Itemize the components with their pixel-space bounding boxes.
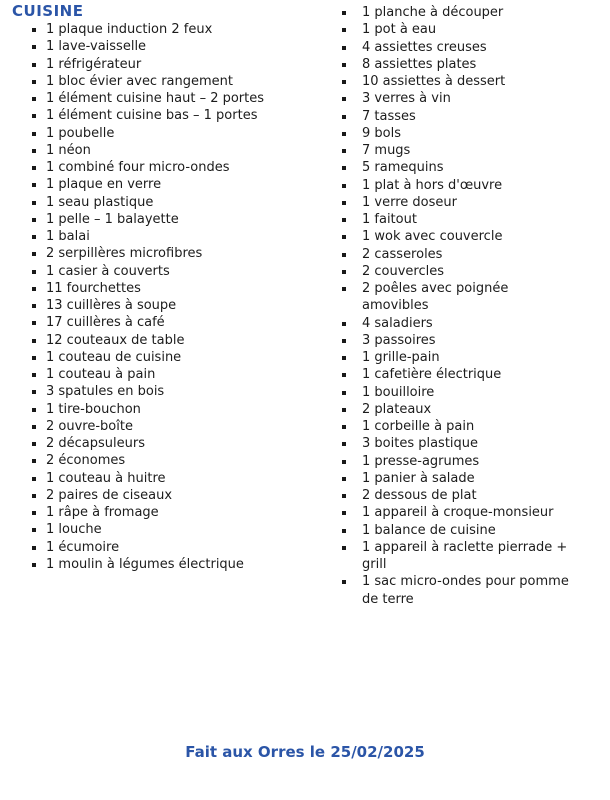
item-text: 2 ouvre-boîte bbox=[46, 418, 133, 434]
bullet-icon bbox=[342, 149, 346, 153]
list-item bbox=[32, 383, 308, 400]
bullet-icon bbox=[32, 459, 36, 463]
footer-date: Fait aux Orres le 25/02/2025 bbox=[185, 743, 425, 761]
item-text: 1 panier à salade bbox=[362, 470, 475, 486]
list-item bbox=[342, 384, 570, 401]
bullet-icon bbox=[342, 201, 346, 205]
item-text: 3 verres à vin bbox=[362, 91, 451, 107]
bullet-icon bbox=[342, 339, 346, 343]
bullet-icon bbox=[32, 252, 36, 256]
bullet-icon bbox=[342, 425, 346, 429]
list-item bbox=[342, 470, 570, 487]
list-item bbox=[342, 21, 570, 38]
item-text: 1 bloc évier avec rangement bbox=[46, 73, 234, 89]
list-item bbox=[32, 125, 308, 142]
bullet-icon bbox=[32, 339, 36, 343]
list-item bbox=[342, 194, 570, 211]
list-item bbox=[32, 107, 308, 124]
item-text: 1 néon bbox=[46, 142, 91, 158]
item-text: 7 mugs bbox=[362, 143, 411, 158]
list-item bbox=[32, 38, 308, 55]
item-text: 1 plaque induction 2 feux bbox=[46, 22, 213, 37]
list-item bbox=[342, 522, 570, 539]
bullet-icon bbox=[32, 321, 36, 325]
list-item bbox=[342, 211, 570, 228]
list-item bbox=[32, 176, 308, 193]
bullet-icon bbox=[32, 80, 36, 84]
item-text: 1 moulin à légumes électrique bbox=[46, 556, 244, 572]
list-item bbox=[32, 142, 308, 159]
bullet-icon bbox=[342, 511, 346, 515]
bullet-icon bbox=[342, 184, 346, 188]
list-item bbox=[32, 366, 308, 383]
item-text: 1 lave-vaisselle bbox=[46, 39, 147, 55]
list-item bbox=[32, 159, 308, 176]
item-text: 1 balance de cuisine bbox=[362, 522, 496, 538]
bullet-icon bbox=[342, 408, 346, 412]
list-item bbox=[342, 453, 570, 470]
bullet-icon bbox=[32, 528, 36, 532]
bullet-icon bbox=[32, 201, 36, 205]
bullet-icon bbox=[342, 80, 346, 84]
list-item bbox=[32, 297, 308, 314]
list-item bbox=[32, 435, 308, 452]
page-title: CUISINE bbox=[12, 2, 84, 20]
list-item bbox=[342, 246, 570, 263]
list-item bbox=[32, 349, 308, 366]
list-item bbox=[32, 314, 308, 331]
list-item bbox=[32, 211, 308, 228]
bullet-icon bbox=[32, 511, 36, 515]
bullet-icon bbox=[342, 391, 346, 395]
bullet-icon bbox=[32, 235, 36, 239]
item-text: 17 cuillères à café bbox=[46, 315, 165, 331]
list-item bbox=[32, 470, 308, 487]
list-item bbox=[32, 539, 308, 556]
list-item bbox=[32, 21, 308, 38]
list-item bbox=[342, 142, 570, 159]
item-text: 1 couteau à pain bbox=[46, 367, 156, 382]
list-item bbox=[342, 159, 570, 176]
item-text: 2 serpillères microfibres bbox=[46, 246, 203, 262]
list-item bbox=[342, 487, 570, 504]
list-item bbox=[32, 418, 308, 435]
item-text: 1 réfrigérateur bbox=[46, 56, 142, 72]
item-text: 1 sac micro-ondes pour pomme de terre bbox=[362, 574, 569, 607]
item-text: 1 seau plastique bbox=[46, 194, 154, 210]
bullet-icon bbox=[32, 183, 36, 187]
bullet-icon bbox=[342, 166, 346, 170]
bullet-icon bbox=[32, 304, 36, 308]
item-text: 1 cafetière électrique bbox=[362, 367, 502, 383]
list-item bbox=[342, 4, 570, 21]
item-text: 1 élément cuisine bas – 1 portes bbox=[46, 108, 258, 124]
bullet-icon bbox=[342, 253, 346, 257]
bullet-icon bbox=[32, 477, 36, 481]
kitchen-list-right bbox=[342, 4, 570, 608]
item-text: 1 faitout bbox=[362, 212, 417, 227]
bullet-icon bbox=[342, 218, 346, 222]
bullet-icon bbox=[342, 373, 346, 377]
bullet-icon bbox=[342, 494, 346, 498]
list-item bbox=[342, 573, 570, 608]
bullet-icon bbox=[32, 390, 36, 394]
list-item bbox=[342, 108, 570, 125]
bullet-icon bbox=[32, 494, 36, 498]
kitchen-list-left bbox=[12, 21, 308, 573]
bullet-icon bbox=[32, 149, 36, 153]
list-item bbox=[342, 539, 570, 574]
item-text: 1 couteau de cuisine bbox=[46, 349, 182, 365]
list-item bbox=[342, 39, 570, 56]
item-text: 1 corbeille à pain bbox=[362, 419, 475, 434]
list-item bbox=[32, 56, 308, 73]
bullet-icon bbox=[342, 97, 346, 101]
item-text: 1 bouilloire bbox=[362, 384, 435, 400]
item-text: 2 décapsuleurs bbox=[46, 436, 145, 451]
item-text: 1 grille-pain bbox=[362, 350, 440, 365]
list-item bbox=[342, 263, 570, 280]
item-text: 7 tasses bbox=[362, 108, 416, 124]
bullet-icon bbox=[32, 408, 36, 412]
list-item bbox=[342, 125, 570, 142]
bullet-icon bbox=[32, 356, 36, 360]
item-text: 1 combiné four micro-ondes bbox=[46, 160, 230, 175]
list-item bbox=[32, 504, 308, 521]
item-text: 8 assiettes plates bbox=[362, 56, 477, 72]
bullet-icon bbox=[342, 235, 346, 239]
item-text: 1 appareil à raclette pierrade + grill bbox=[362, 539, 568, 572]
bullet-icon bbox=[342, 442, 346, 446]
bullet-icon bbox=[32, 114, 36, 118]
bullet-icon bbox=[342, 356, 346, 360]
bullet-icon bbox=[32, 218, 36, 222]
list-item bbox=[32, 521, 308, 538]
bullet-icon bbox=[342, 460, 346, 464]
item-text: 1 balai bbox=[46, 229, 90, 244]
list-item bbox=[32, 556, 308, 573]
item-text: 3 boites plastique bbox=[362, 436, 479, 452]
bullet-icon bbox=[32, 287, 36, 291]
bullet-icon bbox=[342, 11, 346, 15]
bullet-icon bbox=[32, 373, 36, 377]
list-item bbox=[32, 332, 308, 349]
item-text: 10 assiettes à dessert bbox=[362, 74, 506, 89]
bullet-icon bbox=[342, 46, 346, 50]
item-text: 2 plateaux bbox=[362, 401, 432, 417]
item-text: 2 poêles avec poignée amovibles bbox=[362, 281, 509, 314]
item-text: 11 fourchettes bbox=[46, 280, 141, 296]
list-item bbox=[342, 280, 570, 315]
item-text: 2 économes bbox=[46, 453, 126, 469]
bullet-icon bbox=[32, 28, 36, 32]
item-text: 5 ramequins bbox=[362, 160, 444, 176]
bullet-icon bbox=[342, 115, 346, 119]
item-text: 1 wok avec couvercle bbox=[362, 229, 503, 245]
list-item bbox=[32, 90, 308, 107]
bullet-icon bbox=[342, 63, 346, 67]
item-text: 1 louche bbox=[46, 522, 102, 538]
bullet-icon bbox=[342, 287, 346, 291]
item-text: 13 cuillères à soupe bbox=[46, 298, 177, 313]
list-item bbox=[342, 315, 570, 332]
bullet-icon bbox=[342, 529, 346, 533]
bullet-icon bbox=[342, 546, 346, 550]
bullet-icon bbox=[32, 563, 36, 567]
list-item bbox=[32, 401, 308, 418]
list-item bbox=[342, 332, 570, 349]
list-item bbox=[342, 228, 570, 245]
item-text: 2 couvercles bbox=[362, 263, 445, 279]
list-item bbox=[342, 435, 570, 452]
item-text: 1 appareil à croque-monsieur bbox=[362, 505, 554, 521]
list-item bbox=[342, 401, 570, 418]
bullet-icon bbox=[32, 546, 36, 550]
list-item bbox=[32, 194, 308, 211]
item-text: 1 couteau à huitre bbox=[46, 470, 166, 486]
item-text: 4 saladiers bbox=[362, 315, 433, 331]
item-text: 1 plaque en verre bbox=[46, 177, 162, 193]
item-text: 1 poubelle bbox=[46, 125, 115, 141]
item-text: 1 élément cuisine haut – 2 portes bbox=[46, 91, 265, 106]
list-item bbox=[342, 73, 570, 90]
inventory-column-left bbox=[12, 21, 308, 573]
bullet-icon bbox=[342, 270, 346, 274]
list-item bbox=[32, 263, 308, 280]
bullet-icon bbox=[32, 63, 36, 67]
item-text: 1 casier à couverts bbox=[46, 263, 170, 279]
list-item bbox=[32, 228, 308, 245]
item-text: 3 passoires bbox=[362, 332, 436, 348]
item-text: 1 écumoire bbox=[46, 539, 120, 555]
item-text: 1 presse-agrumes bbox=[362, 453, 480, 469]
list-item bbox=[342, 177, 570, 194]
item-text: 1 verre doseur bbox=[362, 194, 457, 210]
item-text: 2 casseroles bbox=[362, 246, 443, 262]
bullet-icon bbox=[32, 425, 36, 429]
item-text: 3 spatules en bois bbox=[46, 384, 165, 400]
list-item bbox=[342, 366, 570, 383]
list-item bbox=[342, 90, 570, 107]
list-item bbox=[32, 280, 308, 297]
item-text: 2 paires de ciseaux bbox=[46, 487, 173, 503]
item-text: 1 râpe à fromage bbox=[46, 505, 159, 520]
bullet-icon bbox=[342, 477, 346, 481]
bullet-icon bbox=[342, 580, 346, 584]
bullet-icon bbox=[342, 132, 346, 136]
item-text: 12 couteaux de table bbox=[46, 332, 185, 348]
item-text: 1 plat à hors d'œuvre bbox=[362, 177, 503, 193]
bullet-icon bbox=[342, 322, 346, 326]
item-text: 1 tire-bouchon bbox=[46, 401, 141, 417]
list-item bbox=[342, 56, 570, 73]
bullet-icon bbox=[32, 166, 36, 170]
list-item bbox=[32, 452, 308, 469]
bullet-icon bbox=[32, 442, 36, 446]
list-item bbox=[342, 418, 570, 435]
list-item bbox=[32, 487, 308, 504]
bullet-icon bbox=[32, 45, 36, 49]
item-text: 9 bols bbox=[362, 125, 401, 141]
list-item bbox=[32, 73, 308, 90]
list-item bbox=[342, 504, 570, 521]
bullet-icon bbox=[32, 270, 36, 274]
item-text: 1 pot à eau bbox=[362, 22, 437, 38]
item-text: 1 planche à découper bbox=[362, 5, 504, 20]
inventory-column-right bbox=[342, 4, 570, 608]
bullet-icon bbox=[342, 28, 346, 32]
item-text: 2 dessous de plat bbox=[362, 488, 477, 503]
list-item bbox=[32, 245, 308, 262]
bullet-icon bbox=[32, 97, 36, 101]
item-text: 1 pelle – 1 balayette bbox=[46, 211, 179, 227]
item-text: 4 assiettes creuses bbox=[362, 39, 487, 55]
list-item bbox=[342, 349, 570, 366]
bullet-icon bbox=[32, 132, 36, 136]
